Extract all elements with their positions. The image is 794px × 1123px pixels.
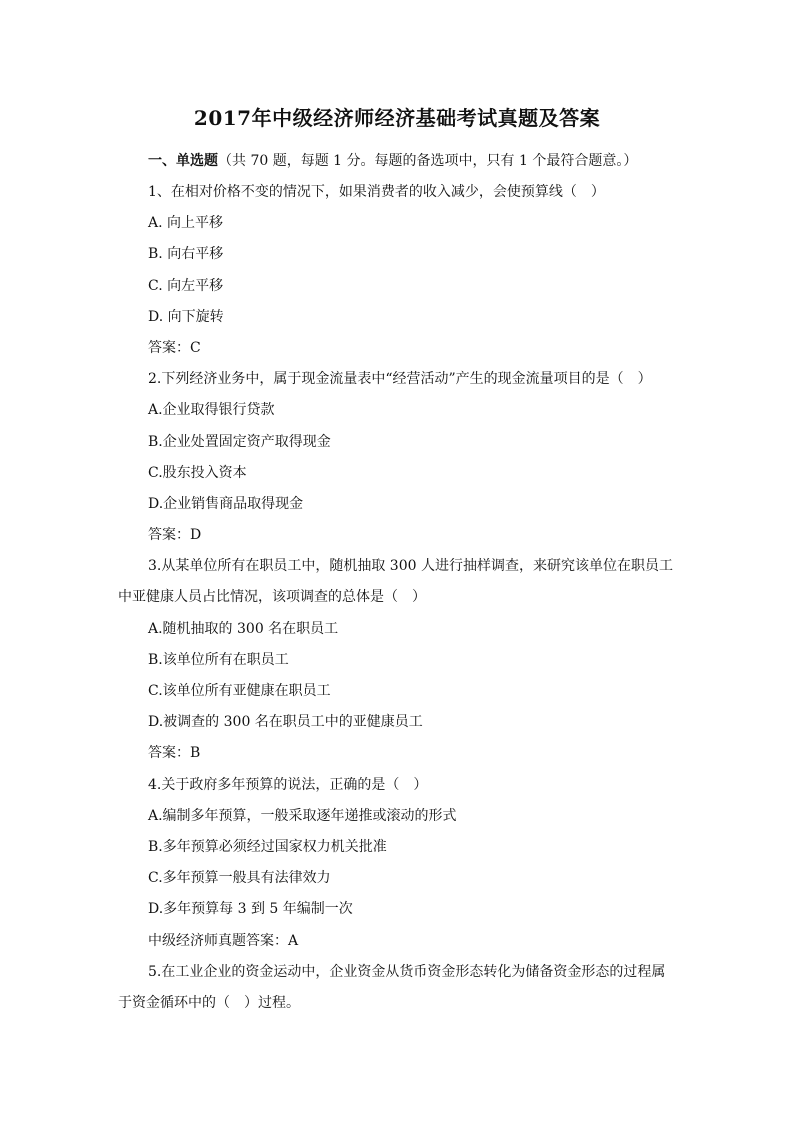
option-d: D. 向下旋转 [148, 308, 224, 325]
option-c: C.多年预算一般具有法律效力 [148, 870, 331, 887]
question-4 [118, 770, 676, 957]
option-b: B. 向右平移 [148, 246, 224, 263]
option-d: D.多年预算每 3 到 5 年编制一次 [148, 901, 353, 918]
question-stem: 3.从某单位所有在职员工中，随机抽取 300 人进行抽样调查，来研究该单位在职员工 [148, 558, 673, 575]
question-stem: 2.下列经济业务中，属于现金流量表中“经营活动”产生的现金流量项目的是（ ） [148, 371, 652, 388]
answer: 答案：D [148, 527, 202, 544]
question-stem: 5.在工业企业的资金运动中，企业资金从货币资金形态转化为储备资金形态的过程属 [148, 963, 666, 980]
option-a: A.随机抽取的 300 名在职员工 [148, 620, 339, 637]
question-stem: 4.关于政府多年预算的说法，正确的是（ ） [148, 776, 428, 793]
option-b: B.该单位所有在职员工 [148, 651, 289, 668]
question-1 [118, 177, 676, 364]
section-title: 一、单选题 [148, 153, 218, 169]
option-c: C.股东投入资本 [148, 464, 247, 481]
question-2 [118, 364, 676, 551]
answer: 答案：B [148, 745, 201, 762]
question-stem: 1、在相对价格不变的情况下，如果消费者的收入减少，会使预算线（ ） [148, 184, 605, 200]
section-note: （共 70 题，每题 1 分。每题的备选项中，只有 1 个最符合题意。） [218, 153, 638, 169]
option-c: C. 向左平移 [148, 277, 224, 294]
option-d: D.被调查的 300 名在职员工中的亚健康员工 [148, 714, 423, 731]
option-a: A.编制多年预算，一般采取逐年递推或滚动的形式 [148, 807, 457, 824]
document-title: 2017年中级经济师经济基础考试真题及答案 [193, 106, 601, 130]
option-b: B.多年预算必须经过国家权力机关批准 [148, 838, 387, 855]
answer: 中级经济师真题答案：A [148, 932, 299, 949]
option-c: C.该单位所有亚健康在职员工 [148, 683, 331, 699]
answer: 答案：C [148, 339, 201, 356]
option-a: A. 向上平移 [148, 215, 224, 232]
question-stem-continued: 中亚健康人员占比情况，该项调查的总体是（ ） [118, 589, 426, 606]
section-heading [148, 146, 676, 177]
question-3 [118, 551, 676, 769]
question-5 [118, 957, 676, 1019]
option-a: A.企业取得银行贷款 [148, 402, 275, 419]
option-b: B.企业处置固定资产取得现金 [148, 433, 331, 450]
question-stem-continued: 于资金循环中的（ ）过程。 [118, 994, 300, 1011]
option-d: D.企业销售商品取得现金 [148, 495, 304, 512]
